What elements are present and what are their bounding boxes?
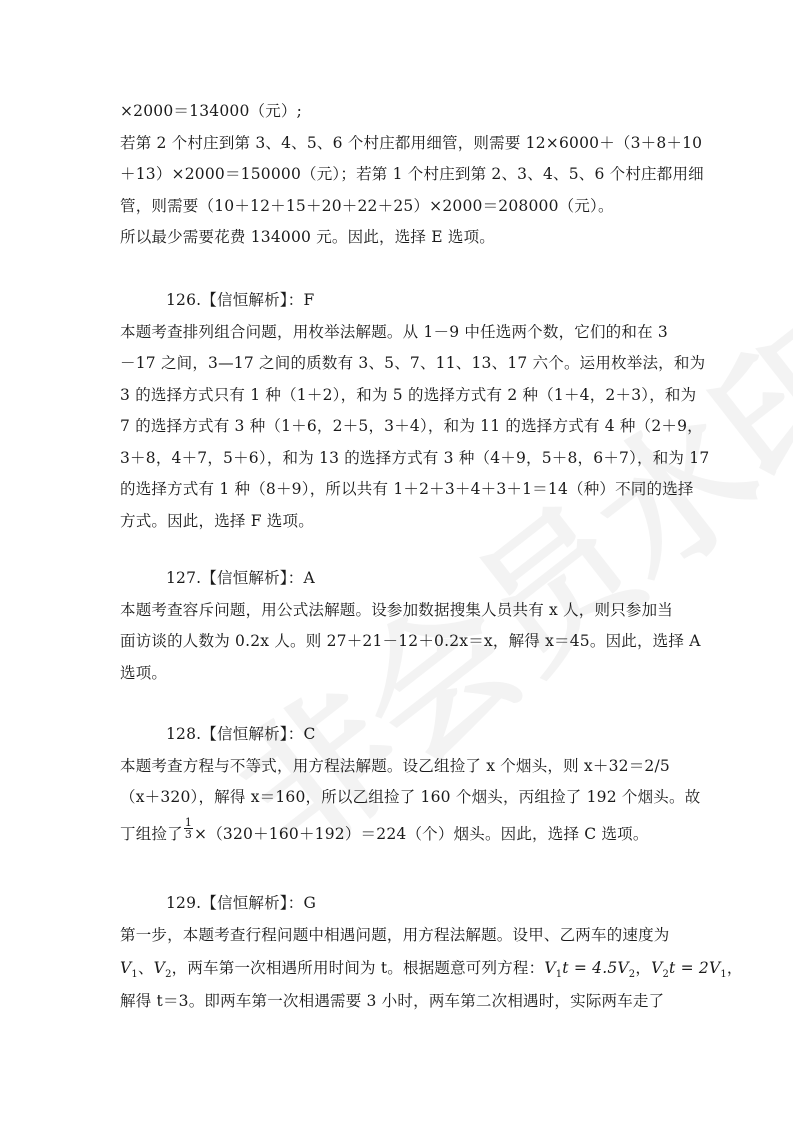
math-v1 [120,959,138,981]
fraction-numerator: 1 [184,816,193,829]
text-line: 所以最少需要花费 134000 元。因此，选择 E 选项。 [120,228,495,246]
text-line: 7 的选择方式有 3 种（1＋6，2＋5，3＋4），和为 11 的选择方式有 4 种（2＋9， [120,417,703,435]
answer-header: 128.【信恒解析】：C [166,725,316,743]
previous-answer-continuation [120,96,704,254]
text-line: 面访谈的人数为 0.2x 人。则 27＋21－12＋0.2x＝x，解得 x＝45。因此，选择 A [120,632,701,650]
math-symbol: V [153,959,166,977]
math-subscript: 2 [165,969,172,981]
text-fragment: 丁组捡了 [120,824,183,843]
text-line: （x＋320），解得 x＝160，所以乙组捡了 160 个烟头，丙组捡了 192 个烟头。故 [120,788,701,806]
text-line: 方式。因此，选择 F 选项。 [120,511,314,530]
text-line-with-fraction [120,814,680,854]
text-fragment: ×（320＋160＋192）＝224（个）烟头。因此，选择 C 选项。 [194,824,649,843]
math-symbol: t = 4.5V [562,959,629,977]
answer-header: 129.【信恒解析】：G [166,894,317,912]
math-symbol: V [120,959,132,977]
answer-127 [120,563,701,689]
text-line: －17 之间，3—17 之间的质数有 3、5、7、11、13、17 六个。运用枚举法，和为 [120,354,706,372]
math-symbol: V [651,959,663,977]
text-line: 本题考查排列组合问题，用枚举法解题。从 1－9 中任选两个数，它们的和在 3 [120,322,668,341]
text-fragment: ， [635,959,652,977]
text-line: 管，则需要（10＋12＋15＋20＋22＋25）×2000＝208000（元）。 [120,196,614,215]
answer-header: 126.【信恒解析】：F [166,291,315,309]
text-line: 若第 2 个村庄到第 3、4、5、6 个村庄都用细管，则需要 12×6000＋（3＋8＋10 [120,133,703,152]
math-subscript: 1 [131,969,138,981]
text-line: 3 的选择方式只有 1 种（1＋2），和为 5 的选择方式有 2 种（1＋4，2＋3），和为 [120,385,697,404]
text-line: 第一步，本题考查行程问题中相遇问题，用方程法解题。设甲、乙两车的速度为 [120,925,670,944]
text-fragment: ， [726,959,743,977]
math-subscript: 2 [628,969,636,981]
fraction-one-third [184,817,193,840]
math-v2 [153,959,172,981]
text-line: 的选择方式有 1 种（8＋9），所以共有 1＋2＋3＋4＋3＋1＝14（种）不同的选择 [120,480,694,498]
math-subscript: 2 [662,969,670,981]
text-line: 本题考查方程与不等式，用方程法解题。设乙组捡了 x 个烟头，则 x＋32＝2/5 [120,756,670,775]
text-line: ＋13）×2000＝150000（元）；若第 1 个村庄到第 2、3、4、5、6 个村庄都用细 [120,165,704,183]
text-fragment: ，两车第一次相遇所用时间为 t。根据题意可列方程： [171,959,545,977]
math-symbol: V [544,959,556,977]
math-equation-2 [651,959,727,981]
math-subscript: 1 [720,969,727,981]
answer-126 [120,285,710,537]
fraction-denominator: 3 [184,828,193,841]
text-line: 解得 t＝3。即两车第一次相遇需要 3 小时，两车第二次相遇时，实际两车走了 [120,992,665,1010]
text-line: 选项。 [120,663,168,682]
text-line-with-math [120,951,743,986]
answer-header: 127.【信恒解析】：A [166,569,315,587]
text-line: 3＋8，4＋7，5＋6），和为 13 的选择方式有 3 种（4＋9，5＋8，6＋7），和为 17 [120,448,710,467]
answer-128 [120,719,701,854]
text-line: 本题考查容斥问题，用公式法解题。设参加数据搜集人员共有 x 人，则只参加当 [120,600,673,619]
text-line: ×2000＝134000（元）; [120,102,303,120]
math-equation-1 [544,959,636,981]
text-fragment: 、 [137,959,154,977]
math-symbol: t = 2V [669,959,721,977]
math-subscript: 1 [555,969,563,981]
answer-129 [120,888,743,1018]
